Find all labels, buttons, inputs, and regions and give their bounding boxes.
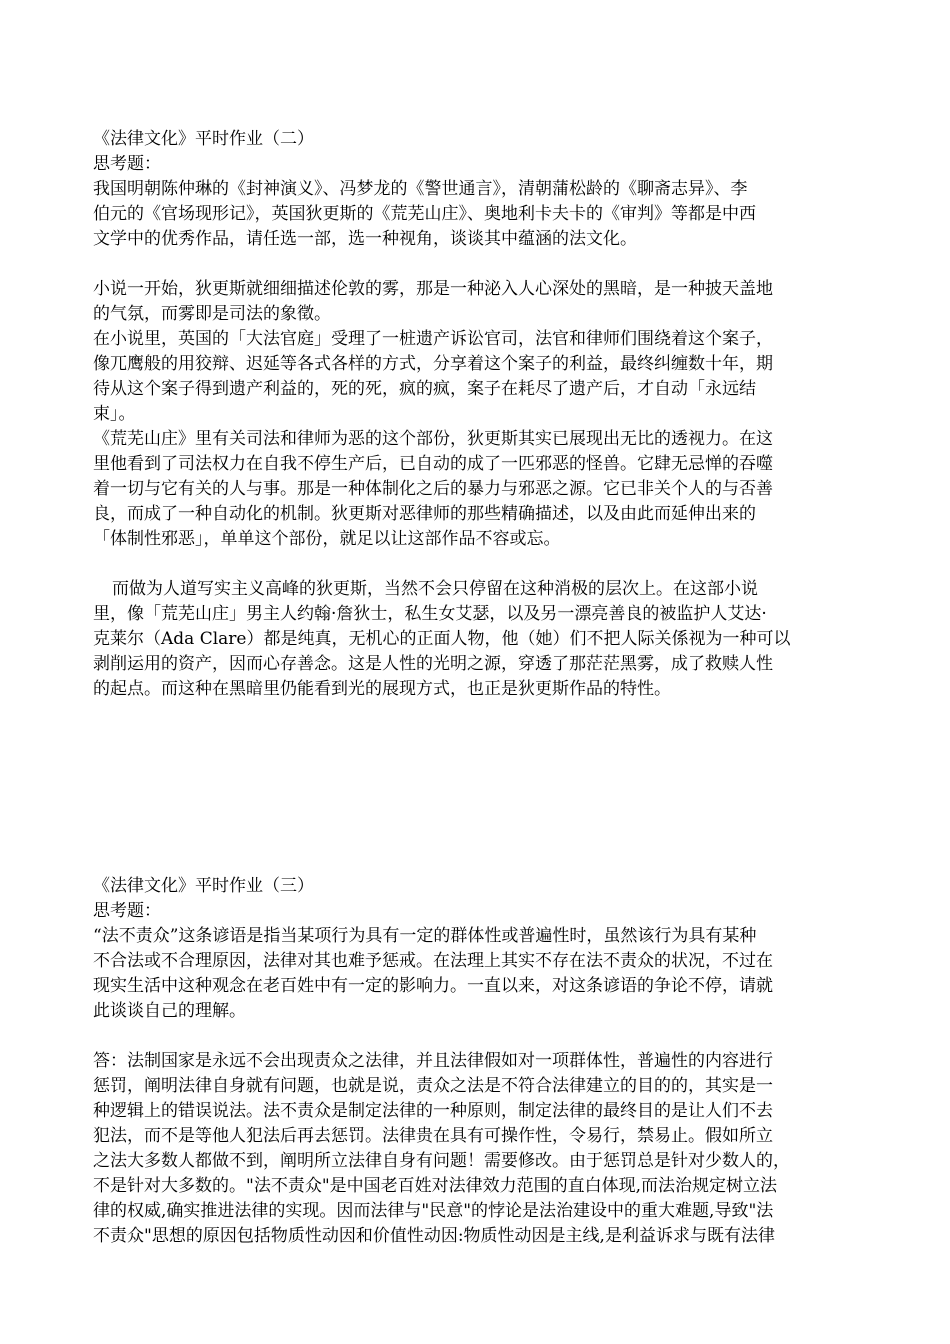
section-title: 《法律文化》平时作业（三） [93, 876, 314, 896]
answer-line: 律的权威,确实推进法律的实现。因而法律与"民意"的悖论是法治建设中的重大难题,导致"法 [93, 1201, 774, 1221]
answer-line: 像兀鹰般的用狡辩、迟延等各式各样的方式，分享着这个案子的利益，最终纠缠数十年，期 [93, 354, 773, 374]
question-line: 伯元的《官场现形记》，英国狄更斯的《荒芜山庄》、奥地利卡夫卡的《审判》等都是中西 [93, 204, 756, 224]
answer-line: 不责众"思想的原因包括物质性动因和价值性动因:物质性动因是主线,是利益诉求与既有法律 [93, 1226, 775, 1246]
answer-line: 里他看到了司法权力在自我不停生产后，已自动的成了一匹邪恶的怪兽。它肆无忌惮的吞噬 [93, 454, 773, 474]
answer-line: 在小说里，英国的「大法官庭」受理了一桩遗产诉讼官司，法官和律师们围绕着这个案子， [93, 329, 773, 349]
question-line: 文学中的优秀作品，请任选一部，选一种视角，谈谈其中蕴涵的法文化。 [93, 229, 637, 249]
answer-line: 着一切与它有关的人与事。那是一种体制化之后的暴力与邪恶之源。它已非关个人的与否善 [93, 479, 773, 499]
answer-line: 「体制性邪恶」，单单这个部份，就足以让这部作品不容或忘。 [93, 529, 561, 549]
answer-line: 答：法制国家是永远不会出现责众之法律，并且法律假如对一项群体性，普遍性的内容进行 [93, 1051, 773, 1071]
answer-line: 之法大多数人都做不到，阐明所立法律自身有问题！需要修改。由于惩罚总是针对少数人的， [93, 1151, 790, 1171]
answer-line: 小说一开始，狄更斯就细细描述伦敦的雾，那是一种泌入人心深处的黑暗，是一种披天盖地 [93, 279, 773, 299]
question-label: 思考题： [93, 154, 161, 174]
answer-line: 里，像「荒芜山庄」男主人约翰·詹狄士，私生女艾瑟，以及另一漂亮善良的被监护人艾达· [93, 604, 767, 624]
answer-line: 束」。 [93, 404, 136, 424]
answer-line: 犯法，而不是等他人犯法后再去惩罚。法律贵在具有可操作性，令易行，禁易止。假如所立 [93, 1126, 773, 1146]
question-line: 此谈谈自己的理解。 [93, 1001, 246, 1021]
question-line: 不合法或不合理原因，法律对其也难予惩戒。在法理上其实不存在法不责众的状况，不过在 [93, 951, 773, 971]
question-line: “法不责众”这条谚语是指当某项行为具有一定的群体性或普遍性时，虽然该行为具有某种 [93, 926, 757, 946]
answer-line: 不是针对大多数的。"法不责众"是中国老百姓对法律效力范围的直白体现,而法治规定树立法 [93, 1176, 778, 1196]
question-label: 思考题： [93, 901, 161, 921]
question-line: 现实生活中这种观念在老百姓中有一定的影响力。一直以来，对这条谚语的争论不停，请就 [93, 976, 773, 996]
answer-line: 《荒芜山庄》里有关司法和律师为恶的这个部份，狄更斯其实已展现出无比的透视力。在这 [93, 429, 773, 449]
section-title: 《法律文化》平时作业（二） [93, 129, 314, 149]
answer-line: 剥削运用的资产，因而心存善念。这是人性的光明之源，穿透了那茫茫黑雾，成了救赎人性 [93, 654, 773, 674]
answer-line: 种逻辑上的错误说法。法不责众是制定法律的一种原则，制定法律的最终目的是让人们不去 [93, 1101, 773, 1121]
question-line: 我国明朝陈仲琳的《封神演义》、冯梦龙的《警世通言》，清朝蒲松龄的《聊斋志异》、李 [93, 179, 748, 199]
answer-line: 而做为人道写实主义高峰的狄更斯，当然不会只停留在这种消极的层次上。在这部小说 [112, 579, 758, 599]
answer-line: 惩罚，阐明法律自身就有问题，也就是说，责众之法是不符合法律建立的目的的，其实是一 [93, 1076, 773, 1096]
answer-line: 良，而成了一种自动化的机制。狄更斯对恶律师的那些精确描述，以及由此而延伸出来的 [93, 504, 756, 524]
answer-line: 克莱尔（Ada Clare）都是纯真，无机心的正面人物，他（她）们不把人际关係视为一种可以 [93, 629, 791, 649]
answer-line: 待从这个案子得到遗产利益的，死的死，疯的疯，案子在耗尽了遗产后，才自动「永远结 [93, 379, 756, 399]
answer-line: 的起点。而这种在黑暗里仍能看到光的展现方式，也正是狄更斯作品的特性。 [93, 679, 671, 699]
answer-line: 的气氛，而雾即是司法的象徵。 [93, 304, 331, 324]
